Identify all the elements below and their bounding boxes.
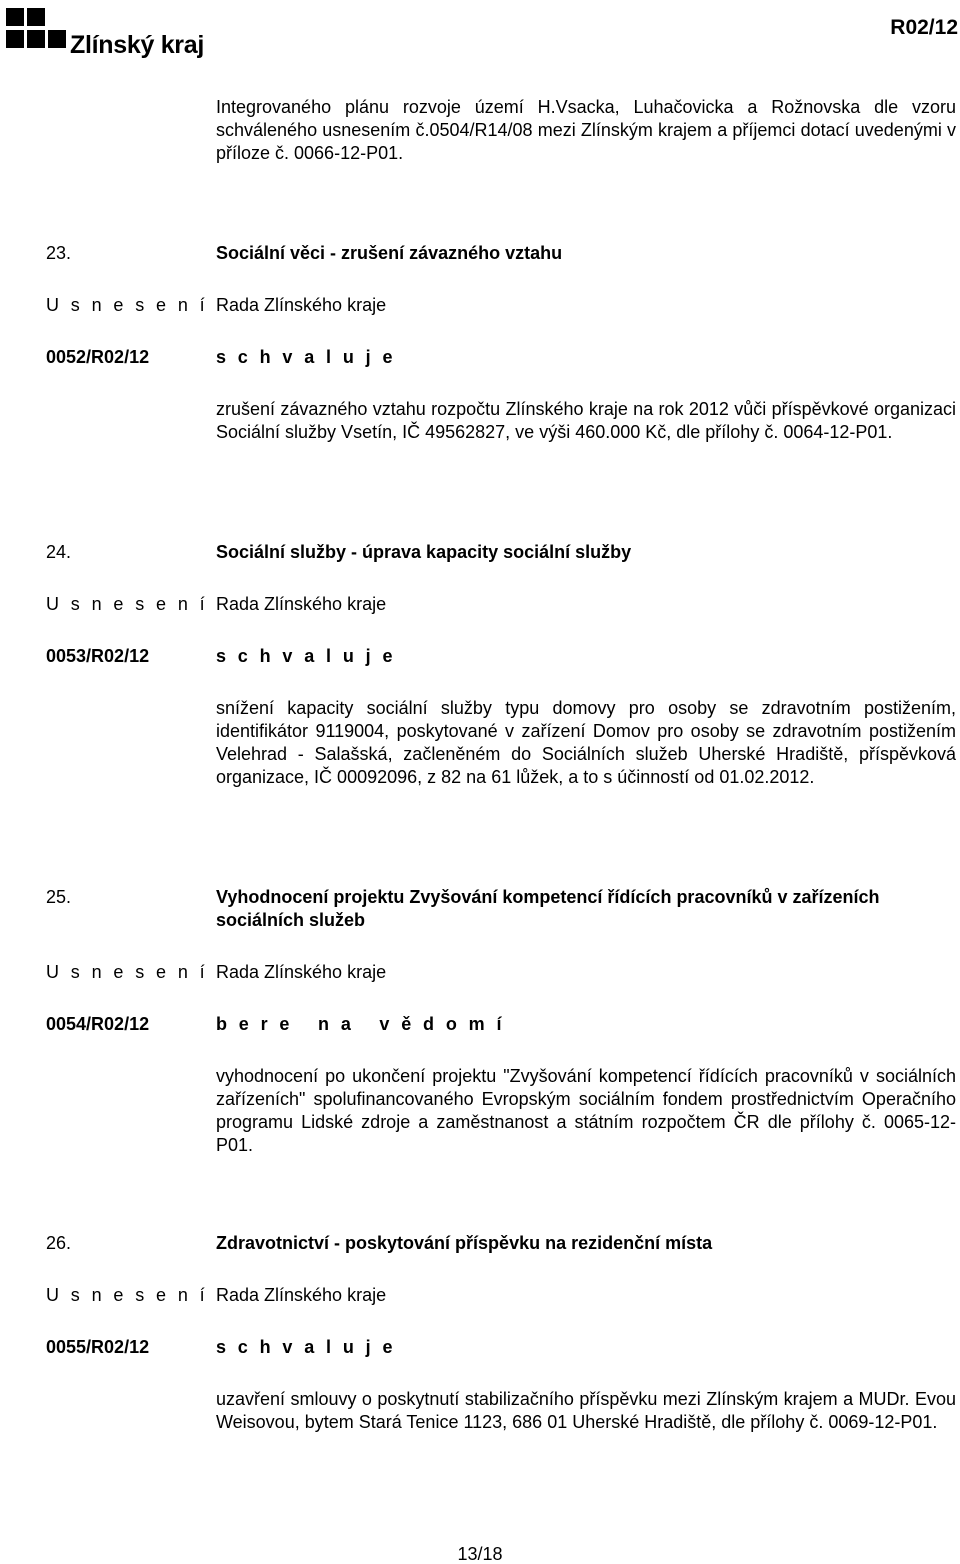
- resolution-number: 0055/R02/12: [46, 1337, 150, 1357]
- zlinsky-kraj-logo: [4, 6, 204, 59]
- section-title: Sociální služby - úprava kapacity sociální služby: [216, 542, 632, 562]
- section-number: 23.: [46, 243, 72, 263]
- resolution-number: 0053/R02/12: [46, 646, 150, 666]
- page-header: [0, 0, 960, 60]
- council-name: Rada Zlínského kraje: [216, 1285, 387, 1305]
- resolution-number: 0054/R02/12: [46, 1014, 150, 1034]
- intro-paragraph: Integrovaného plánu rozvoje území H.Vsacka, Luhačovicka a Rožnovska dle vzoru schváleného usnesením č.0504/R14/08 mezi Zlínským krajem a příjemci dotací uvedenými v příloze č. 0066-12-P01.: [216, 97, 956, 163]
- section-number: 24.: [46, 542, 72, 562]
- resolution-text: zrušení závazného vztahu rozpočtu Zlínského kraje na rok 2012 vůči příspěvkové organizaci Sociální služby Vsetín, IČ 49562827, ve výši 460.000 Kč, dle přílohy č. 0064-12-P01.: [216, 399, 956, 442]
- page-number: 13/18: [457, 1544, 503, 1564]
- section-number: 25.: [46, 887, 72, 907]
- usneseni-label: U s n e s e n í: [46, 295, 209, 315]
- logo-squares-icon: [4, 6, 68, 52]
- resolution-text: snížení kapacity sociální služby typu domovy pro osoby se zdravotním postižením, identifikátor 9119004, poskytované v zařízení Domov pro osoby se zdravotním postižením Velehrad - Salašská, začleněném do Sociálních služeb Uherské Hradiště, příspěvková organizace, IČ 00092096, z 82 na 61 lůžek, a to s účinností od 01.02.2012.: [216, 698, 956, 787]
- section-title: Vyhodnocení projektu Zvyšování kompetencí řídících pracovníků v zařízeních sociálních služeb: [216, 887, 880, 930]
- council-name: Rada Zlínského kraje: [216, 295, 387, 315]
- logo-text: Zlínský kraj: [70, 31, 204, 59]
- resolution-text: vyhodnocení po ukončení projektu "Zvyšování kompetencí řídících pracovníků v sociálních zařízeních" spolufinancovaného Evropským sociálním fondem prostřednictvím Operačního programu Lidské zdroje a zaměstnanost a státním rozpočtem ČR dle přílohy č. 0065-12-P01.: [216, 1066, 956, 1155]
- resolution-verb: s c h v a l u j e: [216, 347, 396, 367]
- resolution-verb: s c h v a l u j e: [216, 1337, 396, 1357]
- section-title: Sociální věci - zrušení závazného vztahu: [216, 243, 563, 263]
- section-title: Zdravotnictví - poskytování příspěvku na rezidenční místa: [216, 1233, 713, 1253]
- usneseni-label: U s n e s e n í: [46, 594, 209, 614]
- document-code: R02/12: [890, 16, 958, 39]
- resolution-verb: b e r e n a v ě d o m í: [216, 1014, 505, 1034]
- resolution-text: uzavření smlouvy o poskytnutí stabilizačního příspěvku mezi Zlínským krajem a MUDr. Evou Weisovou, bytem Stará Tenice 1123, 686 01 Uherské Hradiště, dle přílohy č. 0069-12-P01.: [216, 1389, 956, 1432]
- council-name: Rada Zlínského kraje: [216, 962, 387, 982]
- council-name: Rada Zlínského kraje: [216, 594, 387, 614]
- resolution-verb: s c h v a l u j e: [216, 646, 396, 666]
- resolution-number: 0052/R02/12: [46, 347, 150, 367]
- usneseni-label: U s n e s e n í: [46, 962, 209, 982]
- section-number: 26.: [46, 1233, 72, 1253]
- usneseni-label: U s n e s e n í: [46, 1285, 209, 1305]
